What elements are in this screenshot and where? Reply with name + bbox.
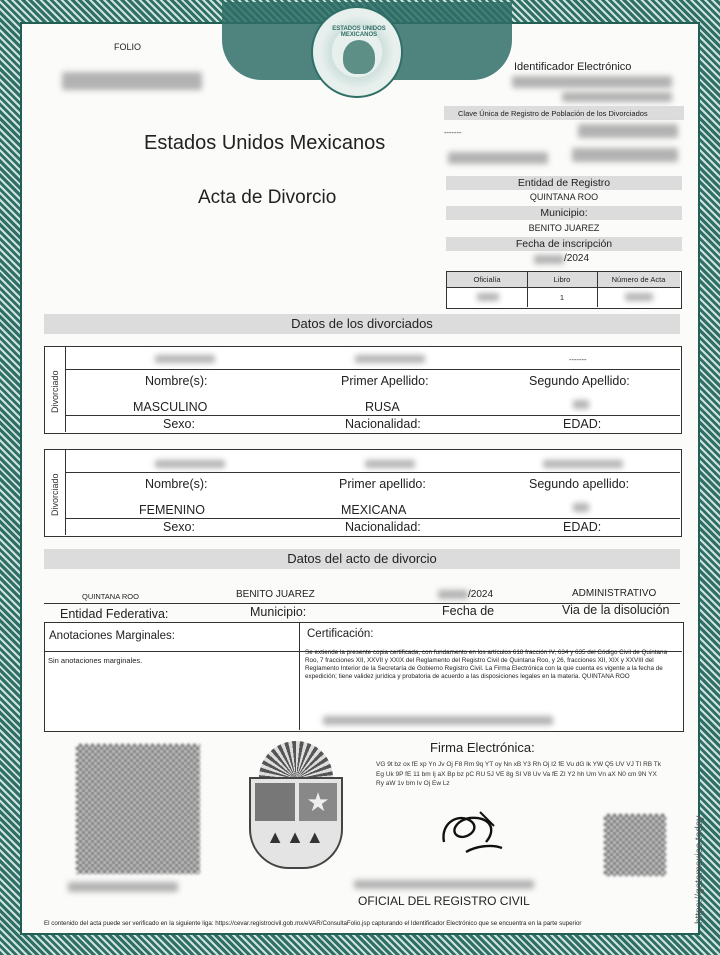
divorciado-2-row-line-1 bbox=[65, 472, 680, 473]
acto-fecha-label: Fecha de bbox=[442, 604, 495, 618]
nacionalidad-2-value: MEXICANA bbox=[341, 503, 407, 517]
nacionalidad-1-label: Nacionalidad: bbox=[345, 417, 421, 431]
nacionalidad-1-value: RUSA bbox=[365, 400, 400, 414]
divorciados-section-title: Datos de los divorciados bbox=[291, 316, 433, 331]
acta-table-divider bbox=[447, 287, 680, 288]
folio-label: FOLIO bbox=[114, 42, 142, 52]
watermark-url: https://gotomexico.today bbox=[694, 815, 705, 924]
identificador-value-redacted-2 bbox=[562, 92, 672, 102]
firma-electronica-label: Firma Electrónica: bbox=[430, 740, 535, 755]
municipio-registro-value: BENITO JUAREZ bbox=[528, 223, 600, 233]
divorciado-2-row-line-2 bbox=[65, 518, 680, 519]
sexo-1-label: Sexo: bbox=[163, 417, 195, 431]
signature-mark-icon bbox=[436, 802, 506, 862]
fecha-inscripcion-day-redacted bbox=[534, 255, 564, 264]
acto-via-label: Via de la disolución bbox=[562, 603, 670, 617]
primer-apellido-1-redacted bbox=[355, 355, 425, 363]
national-seal-icon bbox=[311, 6, 403, 98]
certificacion-text: Se extiende la presente copia certificada, con fundamento en los artículos 618 fracción IV, 634 y 635 del Código Civil de Quintana Roo, 7 fracciones XII, XXVII y XXIX del Reglamento del Registro Civil de Quintana Roo, y 26, fracciones XII, XIX y XXVIII del Reglamento Interior de la Secretaría de Gobierno Registro Civil. La Firma Electrónica con la que cuenta es vigente a la fecha de expedición; tiene validez jurídica y probatoria de acuerdo a las disposiciones legales en la materia. QUINTANA ROO bbox=[305, 649, 668, 680]
qr-code-small bbox=[604, 814, 666, 876]
seal-text: ESTADOS UNIDOS MEXICANOS bbox=[332, 26, 386, 38]
acto-via-value: ADMINISTRATIVO bbox=[572, 588, 657, 599]
firma-electronica-hash: VG 9t bz ox fE xp Yn Jv Oj F8 Rm 9q YT oy Nn xB Y3 Rh Oj I2 fE Vu dG lk YW Q5 UV VJ TI RB Tk Eg Uk 9P fE 11 bm Ij aX Bp bz pC RU 5J VE 8g SI V8 Uv Va fE ZI Y2 hh Um Vn aX N0 cm 9N YX Ry aW 1v bm Iv Oj Ew Lz bbox=[376, 761, 662, 787]
acto-entidad-label: Entidad Federativa: bbox=[60, 607, 169, 621]
fecha-inscripcion-label: Fecha de inscripción bbox=[515, 238, 613, 250]
qr-code-large bbox=[76, 744, 200, 874]
oficial-registro-label: OFICIAL DEL REGISTRO CIVIL bbox=[358, 894, 530, 908]
acto-section-title: Datos del acto de divorcio bbox=[287, 551, 437, 566]
anotaciones-certificacion-box bbox=[44, 622, 684, 732]
acta-numbers-table bbox=[446, 271, 682, 309]
curp-label: Clave Única de Registro de Población de los Divorciados bbox=[458, 109, 648, 118]
anotaciones-label: Anotaciones Marginales: bbox=[49, 630, 175, 642]
curp-value-1-redacted bbox=[578, 124, 678, 138]
fecha-inscripcion-value: /2024 bbox=[564, 253, 590, 264]
divorciado-1-side-divider bbox=[65, 347, 66, 432]
shield-sun-icon bbox=[259, 741, 333, 779]
folio-value-redacted bbox=[62, 72, 202, 90]
divorciado-2-box bbox=[44, 449, 682, 537]
divorciado-1-row-line-2 bbox=[65, 415, 680, 416]
oficialia-label: Oficialía bbox=[473, 275, 501, 284]
identificador-label: Identificador Electrónico bbox=[514, 61, 632, 73]
qr-caption-redacted bbox=[68, 882, 178, 892]
eagle-icon bbox=[343, 40, 375, 74]
oficial-name-redacted bbox=[354, 880, 534, 889]
nombre-2-redacted bbox=[155, 460, 225, 468]
acto-fecha-value: /2024 bbox=[468, 589, 494, 600]
identificador-value-redacted bbox=[512, 76, 672, 88]
curp-value-3-redacted bbox=[572, 148, 678, 162]
anotaciones-value: Sin anotaciones marginales. bbox=[48, 656, 143, 665]
primer-apellido-2-label: Primer apellido: bbox=[339, 477, 426, 491]
segundo-apellido-1-label: Segundo Apellido: bbox=[529, 374, 630, 388]
edad-2-label: EDAD: bbox=[563, 520, 602, 534]
primer-apellido-2-redacted bbox=[365, 460, 415, 468]
curp-value-2-redacted bbox=[448, 152, 548, 164]
curp-dash: ------- bbox=[444, 128, 462, 137]
divorciado-1-row-line-1 bbox=[65, 369, 680, 370]
divorciado-2-side-divider bbox=[65, 450, 66, 535]
segundo-apellido-2-label: Segundo apellido: bbox=[529, 477, 630, 491]
shield-triangles-icon: ▲▲▲ bbox=[266, 827, 326, 847]
numero-acta-value-redacted bbox=[625, 293, 653, 301]
acto-municipio-label: Municipio: bbox=[250, 605, 307, 619]
nombre-2-label: Nombre(s): bbox=[145, 477, 208, 491]
acto-fecha-day-redacted bbox=[438, 590, 468, 599]
certificacion-date-redacted bbox=[323, 716, 553, 725]
edad-2-redacted bbox=[573, 503, 589, 512]
document-title: Acta de Divorcio bbox=[198, 187, 337, 208]
anotaciones-divider bbox=[299, 623, 300, 730]
sexo-2-value: FEMENINO bbox=[139, 503, 205, 517]
country-title: Estados Unidos Mexicanos bbox=[144, 132, 386, 154]
nombre-1-label: Nombre(s): bbox=[145, 374, 208, 388]
edad-1-label: EDAD: bbox=[563, 417, 602, 431]
acto-entidad-value: QUINTANA ROO bbox=[82, 592, 139, 601]
oficialia-value-redacted bbox=[477, 293, 499, 301]
segundo-apellido-2-redacted bbox=[543, 460, 623, 468]
entidad-registro-label: Entidad de Registro bbox=[517, 177, 611, 189]
municipio-registro-label: Municipio: bbox=[540, 207, 588, 219]
shield-body-icon bbox=[249, 777, 343, 869]
shield-quarter-left-icon bbox=[255, 783, 295, 821]
certificacion-label: Certificación: bbox=[307, 628, 374, 640]
libro-value: 1 bbox=[559, 293, 565, 302]
sexo-2-label: Sexo: bbox=[163, 520, 195, 534]
quintana-roo-shield-icon bbox=[249, 741, 343, 873]
footer-verification-text: El contenido del acta puede ser verificado en la siguiente liga: https://cevar.registrocivil.gob.mx/eVAR/ConsultaFolio.jsp capturando el Identificador Electrónico que se encuentra en la parte superior bbox=[44, 920, 582, 927]
nacionalidad-2-label: Nacionalidad: bbox=[345, 520, 421, 534]
acto-municipio-value: BENITO JUAREZ bbox=[236, 589, 315, 600]
sexo-1-value: MASCULINO bbox=[133, 400, 208, 414]
divorciado-1-side-label: Divorciado bbox=[50, 370, 60, 413]
edad-1-redacted bbox=[573, 400, 589, 409]
numero-acta-label: Número de Acta bbox=[611, 275, 666, 284]
entidad-registro-value: QUINTANA ROO bbox=[529, 192, 599, 202]
certificate-paper bbox=[20, 22, 705, 935]
primer-apellido-1-label: Primer Apellido: bbox=[341, 374, 429, 388]
divorciado-1-box bbox=[44, 346, 682, 434]
shield-star-icon: ★ bbox=[299, 783, 337, 821]
nombre-1-redacted bbox=[155, 355, 215, 363]
divorciado-2-side-label: Divorciado bbox=[50, 473, 60, 516]
segundo-apellido-1-dash: ------- bbox=[569, 355, 587, 364]
libro-label: Libro bbox=[553, 275, 571, 284]
